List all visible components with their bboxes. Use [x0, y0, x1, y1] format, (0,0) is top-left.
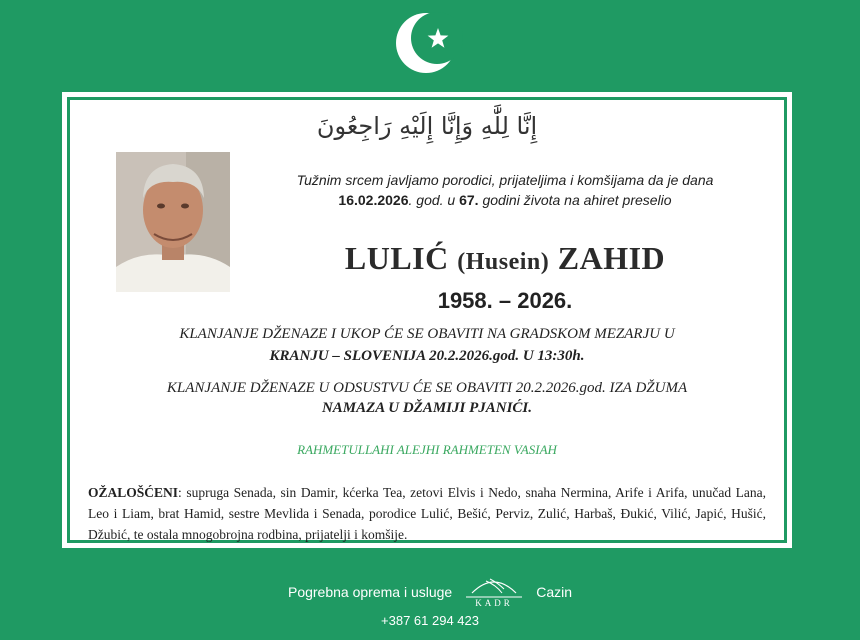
funeral-line-1: KLANJANJE DŽENAZE I UKOP ĆE SE OBAVITI NA GRADSKOM MEZARJU U [179, 326, 675, 342]
phone-number: +387 61 294 423 [381, 613, 479, 628]
intro-text [240, 170, 770, 210]
mourners-list: : supruga Senada, sin Damir, kćerka Tea, zetovi Elvis i Nedo, snaha Nermina, Arife i Arifa, unučad Lana, Leo i Liam, brat Hamid, sestre Mevlida i Senada, porodice Lulić, Bešić, Perviz, Zulić, Harbaš, Đukić, Vilić, Japić, Hušić, Džubić, te ostala mnogobrojna rodbina, prijatelji i komšije. [88, 485, 766, 542]
death-date: 16.02.2026 [338, 192, 409, 208]
footer [0, 575, 860, 628]
funeral-line-4: NAMAZA U DŽAMIJI PJANIĆI. [321, 400, 533, 416]
mourners-label: OŽALOŠĆENI [88, 485, 179, 500]
funeral-line-2: KRANJU – SLOVENIJA 20.2.2026.god. U 13:30h. [269, 348, 585, 364]
portrait-photo [116, 152, 230, 292]
surname: LULIĆ [344, 240, 449, 276]
funeral-line-3: KLANJANJE DŽENAZE U ODSUSTVU ĆE SE OBAVITI 20.2.2026.god. IZA DŽUMA [166, 380, 688, 396]
life-years: 1958. – 2026. [437, 288, 573, 313]
obituary-card [62, 92, 792, 548]
intro-line: Tužnim srcem javljamo porodici, prijateljima i komšijama da je dana [296, 172, 714, 188]
crescent-star-icon [394, 8, 464, 78]
rahmet-line: RAHMETULLAHI ALEJHI RAHMETEN VASIAH [297, 442, 557, 457]
age: 67. [459, 192, 479, 208]
mourners-paragraph [88, 482, 766, 545]
given-name: ZAHID [557, 240, 666, 276]
intro-ending: godini života na ahiret preselio [478, 192, 672, 208]
company-name: Pogrebna oprema i usluge [287, 584, 453, 600]
svg-text:KADR: KADR [475, 598, 513, 608]
father-name: (Husein) [457, 249, 550, 275]
intro-connector: . god. u [408, 192, 460, 208]
arabic-verse: إِنَّا لِلَّٰهِ وَإِنَّا إِلَيْهِ رَاجِعُونَ [316, 112, 538, 140]
city: Cazin [536, 584, 573, 600]
deceased-name [240, 240, 770, 277]
kadr-logo [462, 575, 526, 609]
card-border [67, 97, 787, 543]
